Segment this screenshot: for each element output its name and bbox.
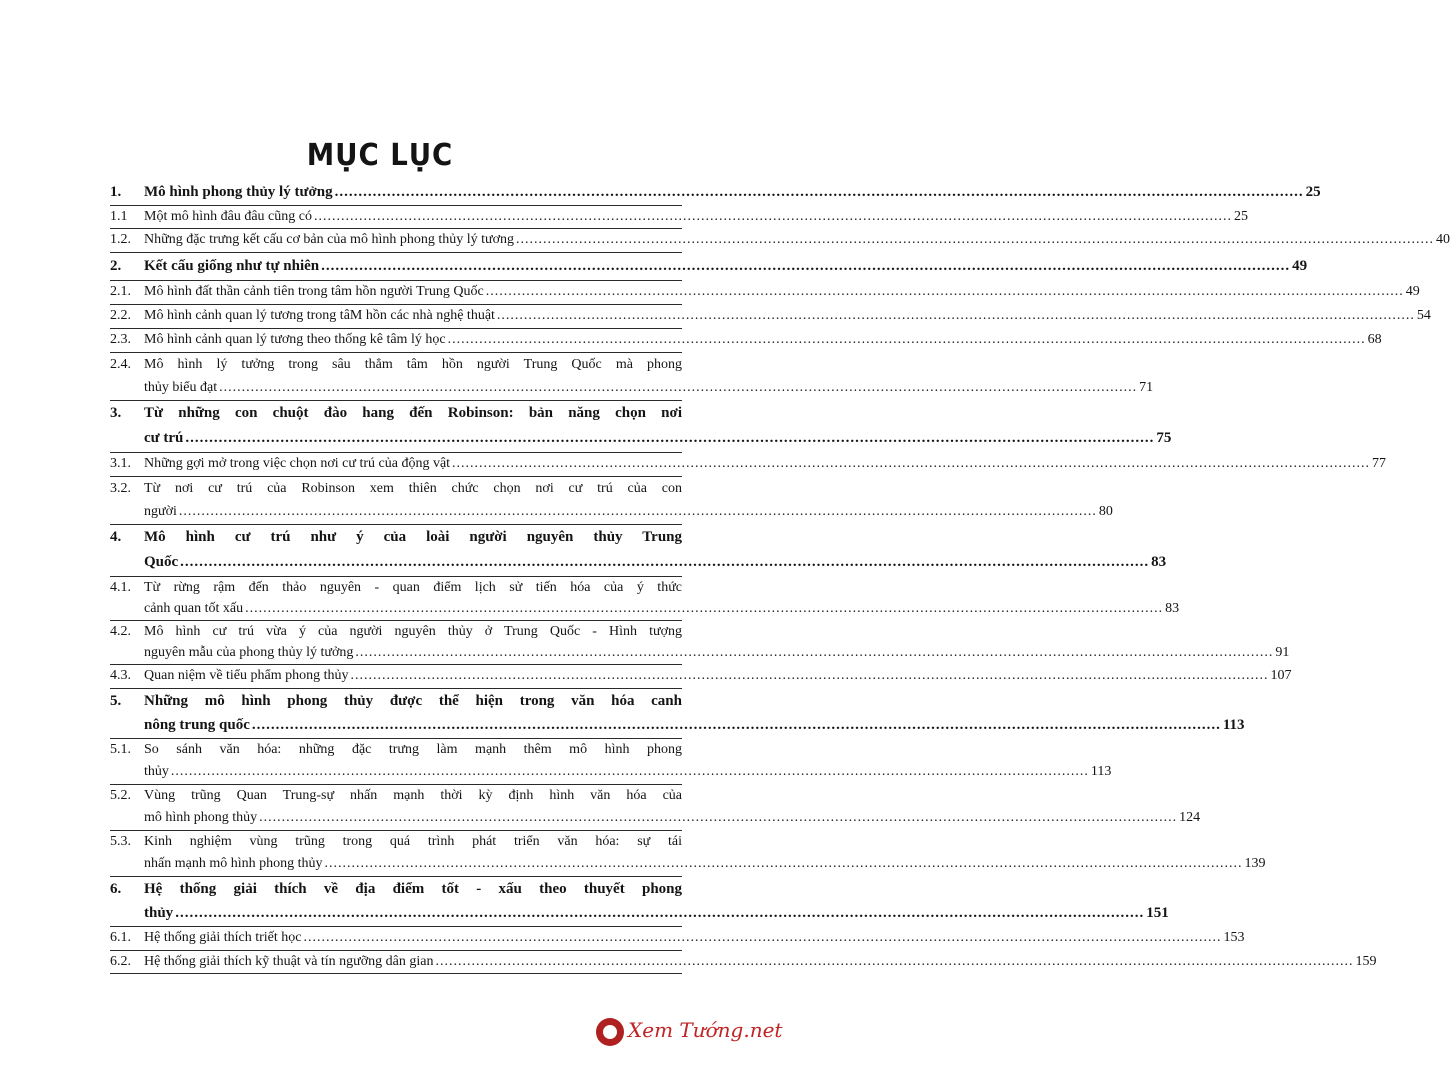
toc-entry-page: 25 — [1233, 209, 1248, 224]
yin-yang-icon — [596, 1018, 624, 1046]
toc-entry — [110, 180, 1321, 206]
dot-leader — [245, 598, 1163, 619]
toc-entry-page: 68 — [1367, 332, 1382, 347]
dot-leader — [180, 550, 1149, 575]
toc-entry — [110, 305, 1431, 329]
dot-leader — [355, 642, 1273, 663]
toc-entry-title: Từ nơi cư trú của Robinson xem thiên chức chọn nơi cư trú của con — [144, 481, 682, 496]
toc-entry-title: Từ rừng rậm đến thảo nguyên - quan điểm lịch sử tiến hóa của ý thức — [144, 580, 682, 595]
toc-entry-title: Một mô hình đâu đâu cũng có — [144, 209, 312, 224]
toc-entry-title: Từ những con chuột đào hang đến Robinson: bản năng chọn nơi — [144, 405, 682, 421]
dot-leader — [321, 253, 1290, 279]
dot-leader — [325, 853, 1243, 875]
toc-entry-title: nhấn mạnh mô hình phong thủy — [144, 856, 323, 871]
toc-entry-title: Kết cấu giống như tự nhiên — [144, 258, 320, 274]
toc-entry-title: Những mô hình phong thủy được thể hiện trong văn hóa canh — [144, 693, 682, 709]
toc-entry-title: cảnh quan tốt xấu — [144, 601, 244, 616]
toc-entry — [110, 689, 1245, 739]
toc-entry — [110, 577, 1180, 621]
toc-entry-title: Quốc — [144, 554, 179, 570]
toc-entry — [110, 665, 1292, 689]
toc-entry-number: 4.2. — [110, 624, 131, 639]
toc-entry-title: cư trú — [144, 430, 184, 446]
toc-entry-title: Vùng trũng Quan Trung-sự nhấn mạnh thời kỳ định hình văn hóa của — [144, 788, 682, 803]
toc-entry-number: 1. — [110, 184, 122, 200]
toc-entry — [110, 785, 1201, 831]
dot-leader — [185, 426, 1154, 451]
toc-entry — [110, 206, 1248, 229]
toc-entry — [110, 229, 1450, 253]
toc-entry-page: 49 — [1292, 258, 1308, 274]
toc-entry-number: 3. — [110, 405, 122, 421]
toc-entry — [110, 329, 1382, 353]
toc-entry-page: 113 — [1090, 764, 1112, 779]
page-title: MỤC LỤC — [306, 138, 454, 173]
dot-leader — [351, 665, 1269, 687]
toc-entry — [110, 831, 1266, 877]
toc-entry-page: 139 — [1244, 856, 1266, 871]
toc-entry-title: người — [144, 504, 177, 519]
toc-entry-number: 6. — [110, 881, 122, 897]
toc-entry-title: Hệ thống giải thích kỹ thuật và tín ngưỡng dân gian — [144, 954, 434, 969]
toc-entry — [110, 951, 1377, 974]
toc-entry — [110, 281, 1420, 305]
toc-entry-number: 4.1. — [110, 580, 131, 595]
toc-entry-page: 49 — [1405, 284, 1420, 299]
toc-entry-number: 2.2. — [110, 308, 131, 323]
toc-entry-number: 5.2. — [110, 788, 131, 803]
toc-entry — [110, 453, 1387, 477]
toc-entry-title: Mô hình cư trú như ý của loài người nguyên thủy Trung — [144, 529, 682, 545]
toc-entry-page: 91 — [1275, 645, 1290, 660]
toc-entry-page: 153 — [1223, 930, 1245, 945]
toc-entry-number: 4. — [110, 529, 122, 545]
toc-entry-title: Mô hình cảnh quan lý tương theo thống kê tâm lý học — [144, 332, 446, 347]
toc-entry-title: Hệ thống giải thích về địa điểm tốt - xấu theo thuyết phong — [144, 881, 682, 897]
toc-entry-number: 1.1 — [110, 209, 128, 224]
toc-entry-title: Những đặc trưng kết cấu cơ bản của mô hình phong thủy lý tương — [144, 232, 514, 247]
toc-entry — [110, 353, 1154, 401]
toc-entry-title: Mô hình lý tưởng trong sâu thẳm tâm hồn người Trung Quốc mà phong — [144, 357, 682, 372]
dot-leader — [452, 453, 1370, 475]
toc-entry-page: 151 — [1146, 905, 1169, 921]
toc-entry-title: mô hình phong thủy — [144, 810, 258, 825]
toc-entry-title: nguyên mẫu của phong thủy lý tưởng — [144, 645, 354, 660]
table-of-contents — [110, 180, 1450, 974]
toc-entry-page: 113 — [1222, 717, 1245, 733]
dot-leader — [486, 281, 1404, 303]
dot-leader — [179, 500, 1097, 523]
watermark-logo — [596, 1014, 783, 1050]
dot-leader — [497, 305, 1415, 327]
dot-leader — [175, 901, 1144, 925]
toc-entry-page: 54 — [1416, 308, 1431, 323]
toc-entry-title: Mô hình phong thủy lý tưởng — [144, 184, 333, 200]
toc-entry-page: 80 — [1098, 504, 1113, 519]
dot-leader — [516, 229, 1434, 251]
dot-leader — [219, 376, 1137, 399]
toc-entry — [110, 525, 1167, 577]
toc-entry-number: 5.1. — [110, 742, 131, 757]
dot-leader — [252, 713, 1221, 737]
toc-entry-title: thủy — [144, 764, 169, 779]
dot-leader — [171, 761, 1089, 783]
toc-entry — [110, 401, 1172, 453]
toc-entry-page: 159 — [1355, 954, 1377, 969]
toc-entry-title: Hệ thống giải thích triết học — [144, 930, 302, 945]
toc-entry — [110, 739, 1112, 785]
dot-leader — [259, 807, 1177, 829]
toc-entry — [110, 877, 1169, 927]
toc-entry — [110, 621, 1290, 665]
toc-entry-page: 75 — [1156, 430, 1172, 446]
toc-entry-title: thủy — [144, 905, 174, 921]
toc-entry-page: 107 — [1270, 668, 1292, 683]
toc-entry-title: Mô hình cảnh quan lý tương trong tâM hồn các nhà nghệ thuật — [144, 308, 495, 323]
toc-entry-number: 2. — [110, 258, 122, 274]
toc-entry-page: 40 — [1436, 232, 1450, 247]
toc-entry-title: Kinh nghiệm vùng trũng trong quá trình phát triển văn hóa: sự tái — [144, 834, 682, 849]
toc-entry-title: Mô hình đất thần cảnh tiên trong tâm hồn người Trung Quốc — [144, 284, 484, 299]
toc-entry-page: 25 — [1305, 184, 1321, 200]
dot-leader — [448, 329, 1366, 351]
toc-entry-title: So sánh văn hóa: những đặc trưng làm mạnh thêm mô hình phong — [144, 742, 682, 757]
toc-entry-number: 6.2. — [110, 954, 131, 969]
toc-entry-number: 1.2. — [110, 232, 131, 247]
toc-entry-title: Những gợi mở trong việc chọn nơi cư trú của động vật — [144, 456, 451, 471]
watermark-text: Xem Tướng.net — [628, 1018, 783, 1042]
toc-entry-page: 77 — [1372, 456, 1387, 471]
toc-entry-page: 124 — [1179, 810, 1201, 825]
toc-entry-number: 3.2. — [110, 481, 131, 496]
toc-entry-number: 4.3. — [110, 668, 131, 683]
dot-leader — [335, 180, 1304, 204]
toc-entry-number: 3.1. — [110, 456, 131, 471]
toc-entry-page: 83 — [1151, 554, 1167, 570]
toc-entry-title: Mô hình cư trú vừa ý của người nguyên thủy ở Trung Quốc - Hình tượng — [144, 624, 682, 639]
toc-entry — [110, 253, 1308, 281]
dot-leader — [436, 951, 1354, 972]
toc-entry-title: nông trung quốc — [144, 717, 250, 733]
toc-entry-number: 6.1. — [110, 930, 131, 945]
toc-entry-number: 2.3. — [110, 332, 131, 347]
toc-entry-number: 2.1. — [110, 284, 131, 299]
dot-leader — [303, 927, 1221, 949]
toc-entry — [110, 477, 1113, 525]
toc-entry-page: 71 — [1139, 380, 1154, 395]
toc-entry-number: 5.3. — [110, 834, 131, 849]
toc-entry-page: 83 — [1165, 601, 1180, 616]
toc-entry — [110, 927, 1245, 951]
toc-entry-number: 5. — [110, 693, 122, 709]
toc-entry-title: Quan niệm về tiểu phẩm phong thủy — [144, 668, 349, 683]
toc-entry-title: thủy biểu đạt — [144, 380, 218, 395]
toc-entry-number: 2.4. — [110, 357, 131, 372]
dot-leader — [314, 206, 1232, 227]
